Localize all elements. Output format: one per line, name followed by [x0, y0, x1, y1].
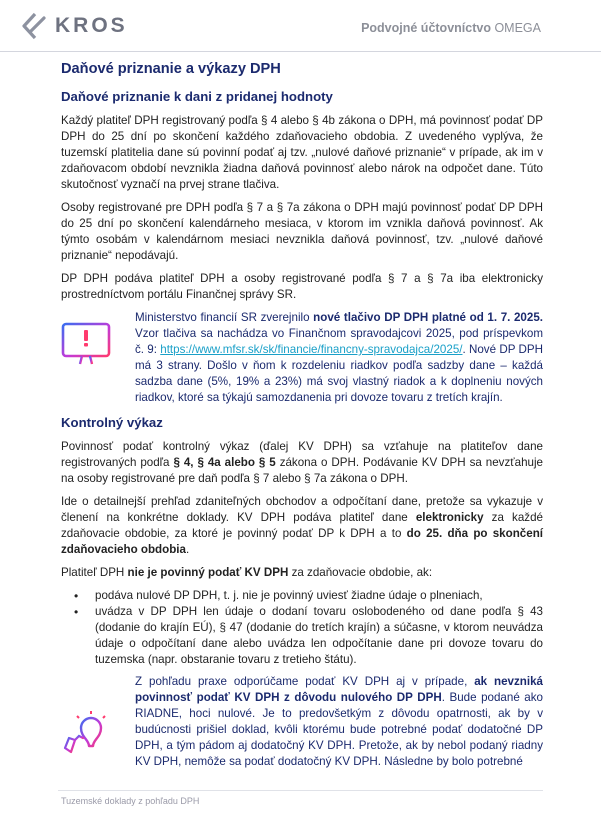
text-part: Povinnosť podať kontrolný výkaz (ďalej KV DPH) sa vzťahuje na platiteľov dane registrovaných podľa	[61, 440, 543, 469]
section-heading-kv: Kontrolný výkaz	[61, 415, 163, 430]
footer-text: Tuzemské doklady z pohľadu DPH	[61, 796, 200, 806]
document-body	[61, 58, 543, 776]
callout-text	[135, 674, 543, 770]
callout-text	[135, 310, 543, 406]
bold-text: nie je povinný podať KV DPH	[127, 566, 289, 579]
monitor-alert-icon	[61, 322, 113, 368]
section-heading-dph: Daňové priznanie k dani z pridanej hodnoty	[61, 89, 333, 104]
bold-text: § 4, § 4a alebo § 5	[173, 456, 276, 469]
product-name	[361, 21, 541, 35]
mfsr-link[interactable]: https://www.mfsr.sk/sk/financie/financny-spravodajca/2025/	[160, 343, 463, 356]
kros-logo	[22, 12, 128, 40]
callout-highlight: ak nevzniká povinnosť podať KV DPH z dôvodu nulového DP DPH	[135, 675, 544, 704]
conditions-list	[61, 588, 543, 668]
list-item: • uvádza v DP DPH len údaje o dodaní tovaru oslobodeného od dane podľa § 43 (dodanie do krajín EÚ), § 47 (dodanie do tretích krajín) a súčasne, v ktorom neuvádza údaje o odpočítaní dane alebo uvádza len odpočítanie dane pri dovoze tovaru do tuzemska (napr. obstaranie tovaru z tretieho štátu).	[95, 604, 543, 668]
callout-text-part: Vzor tlačiva sa nachádza vo Finančnom spravodajcovi 2025, pod príspevkom č. 9:	[135, 327, 543, 356]
list-item: • podáva nulové DP DPH, t. j. nie je povinný uviesť žiadne údaje o plneniach,	[95, 588, 543, 604]
paragraph: Každý platiteľ DPH registrovaný podľa § 4 alebo § 4b zákona o DPH, má povinnosť podať DP DPH do 25 dní po skončení každého zdaňovacieho obdobia. Z uvedeného vyplýva, že tuzemskí platitelia dane sú povinní podať aj tzv. „nulové daňové priznanie“ v prípade, ak im v zdaňovacom období nevznikla žiadna daňová povinnosť alebo nárok na odpočet dane. Túto skutočnosť vyznačí na prvej strane tlačiva.	[61, 114, 543, 191]
paragraph: DP DPH podáva platiteľ DPH a osoby registrované podľa § 7 a § 7a iba elektronicky prostredníctvom portálu Finančnej správy SR.	[61, 272, 543, 301]
callout-text-part: Ministerstvo financií SR zverejnilo	[135, 311, 314, 324]
paragraph	[61, 439, 543, 487]
page-title: Daňové priznanie a výkazy DPH	[61, 61, 281, 77]
callout-text-part: Z pohľadu praxe odporúčame podať KV DPH aj v prípade,	[135, 675, 475, 688]
kros-logo-icon	[22, 12, 48, 40]
header-divider	[0, 51, 601, 52]
product-name-plain: OMEGA	[494, 21, 541, 35]
text-part: .	[185, 543, 190, 556]
paragraph	[61, 565, 543, 581]
info-callout	[61, 310, 543, 406]
footer-divider	[58, 790, 543, 791]
paragraph: Osoby registrované pre DPH podľa § 7 a § 7a zákona o DPH majú povinnosť podať DP DPH do 25 dní po skončení kalendárneho mesiaca, v ktorom im vznikla daňová povinnosť. Ak týmto osobám v kalendárnom mesiaci nevznikla daňová povinnosť, tzv. „nulové daňové priznanie“ nepodávajú.	[61, 201, 543, 262]
text-part: za zdaňovacie obdobie, ak:	[288, 566, 433, 579]
lightbulb-icon	[61, 708, 113, 756]
text-part: za každé zdaňovacie obdobie, za ktoré je povinný podať DP k DPH a to	[61, 511, 543, 540]
text-part: Ide o detailnejší prehľad zdaniteľných obchodov a odpočítaní dane, pretože sa vykazuje v členení na konkrétne doklady. KV DPH podáva platiteľ dane	[61, 495, 543, 524]
callout-highlight: nové tlačivo DP DPH platné od 1. 7. 2025.	[313, 311, 543, 324]
page-header	[0, 0, 601, 52]
callout-text-part: . Nové DP DPH má 3 strany. Došlo v ňom k rozdeleniu riadkov podľa sadzby dane – každá sadzba dane (5%, 19% a 23%) má svoj vlastný riadok a k doplneniu nových riadkov, ktoré sa týkajú samozdanenia pri dovoze tovaru z tretích krajín.	[135, 343, 543, 404]
bold-text: elektronicky	[415, 511, 484, 524]
text-part: zákona o DPH. Podávanie KV DPH sa nevzťahuje na osoby registrované pre daň podľa § 7 alebo § 7a zákona o DPH.	[61, 456, 543, 485]
paragraph	[61, 494, 543, 558]
tip-callout	[61, 674, 543, 770]
bold-text: do 25. dňa po skončení zdaňovacieho obdobia	[61, 527, 543, 556]
product-name-bold: Podvojné účtovníctvo	[361, 21, 491, 35]
callout-text-part: . Bude podané ako RIADNE, hoci nulové. Je to predovšetkým z dôvodu opatrnosti, ak by v budúcnosti prišiel doklad, kvôli ktorému bude potrebné podať dodatočné DP DPH, a tým pádom aj dodatočný KV DPH. Pretože, ak by nebol podaný riadny KV DPH, nemôže sa podať dodatočný KV DPH. Následne by bolo potrebné	[135, 691, 543, 768]
text-part: Platiteľ DPH	[61, 566, 128, 579]
logo-text: KROS	[55, 14, 128, 37]
